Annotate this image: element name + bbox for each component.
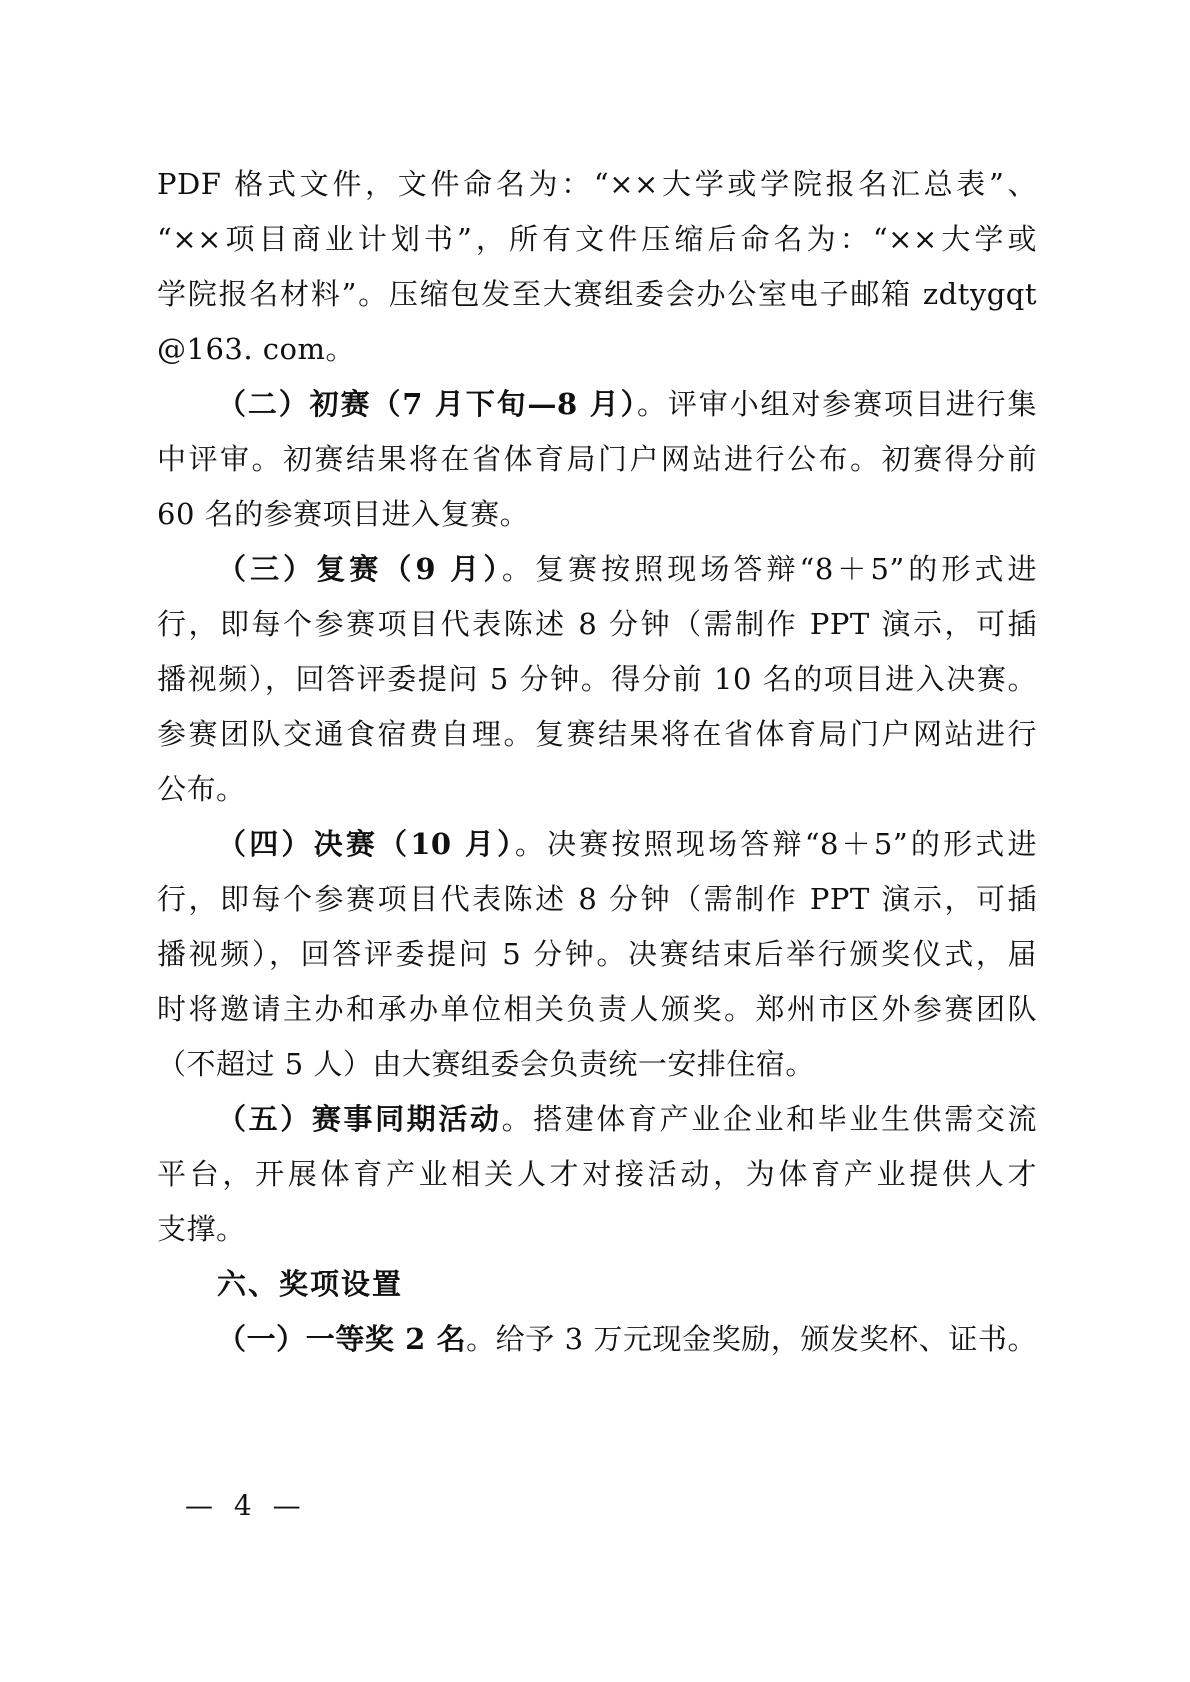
paragraph-line: 播视频），回答评委提问 5 分钟。得分前 10 名的项目进入决赛。 [157, 662, 1037, 696]
section-text: 。搭建体育产业企业和毕业生供需交流 [501, 1102, 1037, 1136]
section-line-semifinal [217, 549, 1037, 589]
paragraph-line: （不超过 5 人）由大赛组委会负责统一安排住宿。 [157, 1047, 815, 1081]
paragraph-line: 行，即每个参赛项目代表陈述 8 分钟（需制作 PPT 演示，可插 [157, 607, 1037, 641]
section-text: 。复赛按照现场答辩“8＋5”的形式进 [501, 552, 1037, 586]
paragraph-line: 行，即每个参赛项目代表陈述 8 分钟（需制作 PPT 演示，可插 [157, 882, 1037, 916]
page-number: — 4 — [185, 1489, 307, 1522]
section-title-semifinal: （三）复赛（9 月） [217, 552, 502, 586]
section-line-preliminary [217, 384, 1037, 424]
paragraph-line: 公布。 [157, 772, 246, 806]
section-line-final [217, 824, 1037, 864]
paragraph-line: 参赛团队交通食宿费自理。复赛结果将在省体育局门户网站进行 [157, 717, 1037, 751]
section-text: 。决赛按照现场答辩“8＋5”的形式进 [514, 827, 1037, 861]
paragraph-line: 播视频），回答评委提问 5 分钟。决赛结束后举行颁奖仪式，届 [157, 937, 1037, 971]
section-line-first-prize [217, 1319, 1037, 1359]
section-line-activities [217, 1099, 1037, 1139]
paragraph-line: 中评审。初赛结果将在省体育局门户网站进行公布。初赛得分前 [157, 442, 1037, 476]
section-text: 。评审小组对参赛项目进行集 [636, 387, 1037, 421]
paragraph-line: 60 名的参赛项目进入复赛。 [157, 497, 530, 531]
paragraph-line: “××项目商业计划书”，所有文件压缩后命名为：“××大学或 [157, 222, 1037, 256]
section-title-preliminary: （二）初赛（7 月下旬—8 月） [217, 387, 637, 421]
paragraph-line: 平台，开展体育产业相关人才对接活动，为体育产业提供人才 [157, 1157, 1037, 1191]
paragraph-line: @163. com。 [157, 332, 355, 366]
section-title-first-prize: （一）一等奖 2 名 [217, 1322, 467, 1356]
section-heading-awards: 六、奖项设置 [217, 1267, 404, 1301]
paragraph-line: PDF 格式文件，文件命名为：“××大学或学院报名汇总表”、 [157, 167, 1037, 201]
paragraph-line: 时将邀请主办和承办单位相关负责人颁奖。郑州市区外参赛团队 [157, 992, 1037, 1026]
paragraph-line: 支撑。 [157, 1212, 246, 1246]
section-title-final: （四）决赛（10 月） [217, 827, 515, 861]
section-title-activities: （五）赛事同期活动 [217, 1102, 502, 1136]
section-text: 。给予 3 万元现金奖励，颁发奖杯、证书。 [466, 1322, 1037, 1356]
paragraph-line: 学院报名材料”。压缩包发至大赛组委会办公室电子邮箱 zdtygqt [157, 277, 1037, 311]
